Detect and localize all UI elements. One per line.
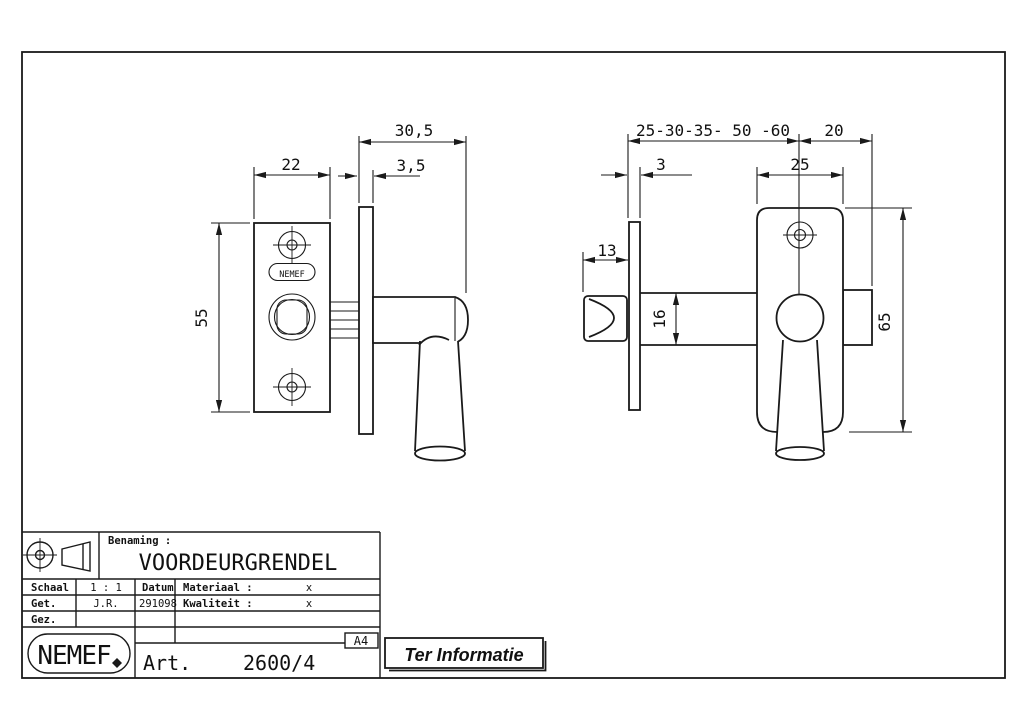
knob-handle-body-side xyxy=(776,340,824,451)
rear-housing xyxy=(843,290,872,345)
nemef-trademark-diamond xyxy=(112,658,122,668)
materiaal-label: Materiaal : xyxy=(183,582,253,594)
get-label: Get. xyxy=(31,598,57,610)
dim-text-55: 55 xyxy=(192,308,211,328)
stamp-text: Ter Informatie xyxy=(404,645,524,665)
paper-size: A4 xyxy=(353,634,369,648)
benaming-label: Benaming : xyxy=(108,535,172,547)
materiaal-value: x xyxy=(305,582,313,594)
dim-text-13: 13 xyxy=(597,241,617,260)
dim-text-3-5: 3,5 xyxy=(396,156,426,175)
side-view xyxy=(584,134,872,460)
part-name: VOORDEURGRENDEL xyxy=(138,551,338,576)
front-view xyxy=(254,207,468,461)
dim-text-30-5: 30,5 xyxy=(394,121,434,140)
dim-text-3: 3 xyxy=(656,155,666,174)
ter-informatie-stamp xyxy=(385,638,546,671)
bolt-head xyxy=(584,296,627,341)
art-label: Art. xyxy=(143,651,192,675)
datum-value: 291098 xyxy=(139,598,177,610)
schaal-label: Schaal xyxy=(31,582,69,594)
dim-text-16: 16 xyxy=(650,309,669,329)
nemef-logo xyxy=(28,634,130,673)
gez-label: Gez. xyxy=(31,614,57,626)
get-value: J.R. xyxy=(93,598,119,610)
schaal-value: 1 : 1 xyxy=(90,582,122,594)
datum-label: Datum xyxy=(142,582,174,594)
dim-text-25: 25 xyxy=(790,155,810,174)
knob-handle-tip-side xyxy=(776,447,824,460)
mounting-plate-side xyxy=(359,207,373,434)
dim-text-22: 22 xyxy=(281,155,301,174)
dim-text-65: 65 xyxy=(875,312,894,332)
knob-handle-body xyxy=(415,341,465,451)
projection-symbol-icon xyxy=(23,538,90,572)
kwaliteit-label: Kwaliteit : xyxy=(183,598,253,610)
nemef-logo-text: NEMEF xyxy=(37,641,111,671)
dim-text-20: 20 xyxy=(824,121,844,140)
knob-ball xyxy=(777,295,824,342)
mounting-plate xyxy=(629,222,640,410)
dim-text-backset: 25-30-35- 50 -60 xyxy=(635,121,791,140)
knob-cylinder xyxy=(373,297,468,343)
faceplate-logo-text: NEMEF xyxy=(279,270,305,280)
title-block xyxy=(22,532,380,678)
spindle-lines xyxy=(330,302,359,338)
kwaliteit-value: x xyxy=(305,598,313,610)
art-number: 2600/4 xyxy=(243,651,316,675)
knob-handle-tip xyxy=(415,447,465,461)
